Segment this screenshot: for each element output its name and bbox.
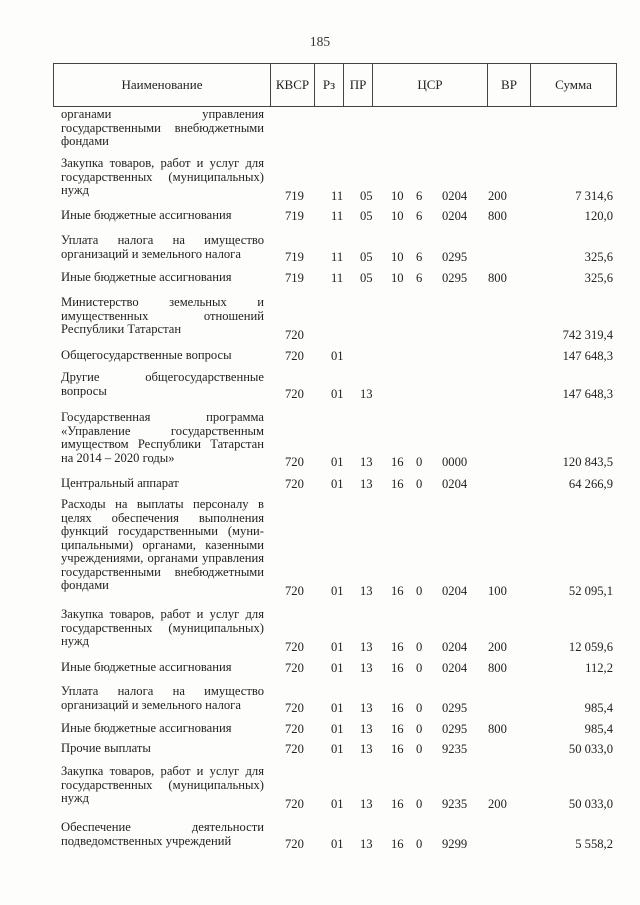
row-name: Закупка товаров, работ и услуг для государственных (муниципальных) нужд <box>61 156 264 197</box>
row-name: Общегосударственные вопросы <box>61 348 232 362</box>
row-csr-subprogram: 0 <box>416 836 423 851</box>
row-csr-program: 10 <box>391 249 404 264</box>
row-rz: 01 <box>331 721 344 736</box>
row-kvsr: 719 <box>285 208 304 223</box>
row-name: Центральный аппарат <box>61 476 179 490</box>
row-sum: 64 266,9 <box>568 476 613 491</box>
table-row <box>0 271 640 285</box>
row-csr-subprogram: 6 <box>416 249 423 264</box>
row-vr: 800 <box>488 208 507 223</box>
row-name: Иные бюджетные ассигнования <box>61 270 232 284</box>
row-pr: 05 <box>360 208 373 223</box>
row-rz: 01 <box>331 348 344 363</box>
row-csr-program: 10 <box>391 270 404 285</box>
row-csr-code: 9235 <box>442 796 468 811</box>
row-sum: 120 843,5 <box>562 454 613 469</box>
row-sum: 985,4 <box>584 700 613 715</box>
row-kvsr: 720 <box>285 639 304 654</box>
row-csr-subprogram: 0 <box>416 796 423 811</box>
row-name: Прочие выплаты <box>61 741 151 755</box>
row-sum: 325,6 <box>584 270 613 285</box>
row-csr-code: 9235 <box>442 741 468 756</box>
row-kvsr: 720 <box>285 454 304 469</box>
row-csr-subprogram: 0 <box>416 639 423 654</box>
row-rz: 01 <box>331 583 344 598</box>
row-sum: 50 033,0 <box>568 796 613 811</box>
row-kvsr: 720 <box>285 327 304 342</box>
row-name: Обеспечение деятельности подведомственных учреждений <box>61 820 264 848</box>
table-row <box>0 765 640 811</box>
table-row <box>0 209 640 223</box>
header-name: Наименование <box>54 64 271 107</box>
row-rz: 01 <box>331 741 344 756</box>
row-sum: 50 033,0 <box>568 741 613 756</box>
row-rz: 01 <box>331 639 344 654</box>
row-sum: 7 314,6 <box>575 188 613 203</box>
row-csr-code: 0204 <box>442 476 468 491</box>
row-name: Закупка товаров, работ и услуг для государственных (муниципальных) нужд <box>61 607 264 648</box>
table-body <box>0 108 640 851</box>
table-row <box>0 608 640 654</box>
row-vr: 200 <box>488 796 507 811</box>
row-rz: 01 <box>331 700 344 715</box>
row-kvsr: 720 <box>285 796 304 811</box>
row-name: Министерство земельных и имущественных отношений Республики Татарстан <box>61 295 264 336</box>
row-pr: 13 <box>360 454 373 469</box>
row-csr-program: 16 <box>391 454 404 469</box>
row-pr: 13 <box>360 700 373 715</box>
row-name: Иные бюджетные ассигнования <box>61 208 232 222</box>
row-kvsr: 720 <box>285 721 304 736</box>
row-csr-program: 16 <box>391 476 404 491</box>
row-csr-program: 10 <box>391 208 404 223</box>
row-csr-subprogram: 0 <box>416 700 423 715</box>
row-csr-subprogram: 0 <box>416 721 423 736</box>
row-name: Уплата налога на имущество организаций и земельного налога <box>61 684 264 712</box>
row-csr-program: 16 <box>391 700 404 715</box>
table-row <box>0 821 640 851</box>
row-name: Другие общегосударственные вопросы <box>61 370 264 398</box>
row-csr-code: 0295 <box>442 700 468 715</box>
row-vr: 800 <box>488 270 507 285</box>
header-csr: ЦСР <box>373 64 488 107</box>
row-rz: 01 <box>331 386 344 401</box>
row-pr: 13 <box>360 836 373 851</box>
row-csr-code: 0295 <box>442 721 468 736</box>
header-vr: ВР <box>488 64 531 107</box>
row-sum: 52 095,1 <box>568 583 613 598</box>
row-csr-code: 9299 <box>442 836 468 851</box>
row-kvsr: 720 <box>285 836 304 851</box>
table-row <box>0 296 640 342</box>
row-csr-code: 0204 <box>442 660 468 675</box>
row-csr-code: 0295 <box>442 249 468 264</box>
row-csr-program: 16 <box>391 721 404 736</box>
row-name: Закупка товаров, работ и услуг для государственных (муниципальных) нужд <box>61 764 264 805</box>
row-rz: 01 <box>331 476 344 491</box>
row-pr: 13 <box>360 660 373 675</box>
row-pr: 13 <box>360 796 373 811</box>
row-pr: 13 <box>360 741 373 756</box>
row-kvsr: 720 <box>285 348 304 363</box>
table-header <box>53 63 617 107</box>
row-csr-program: 16 <box>391 639 404 654</box>
header-pr: ПР <box>344 64 373 107</box>
row-kvsr: 720 <box>285 700 304 715</box>
row-kvsr: 719 <box>285 249 304 264</box>
row-vr: 800 <box>488 660 507 675</box>
table-row <box>0 411 640 469</box>
row-csr-code: 0204 <box>442 188 468 203</box>
row-name: Государственная программа «Управление государственным имуществом Республики Татарстан на 2014 – 2020 годы» <box>61 410 264 465</box>
header-sum: Сумма <box>531 64 617 107</box>
page-number: 185 <box>309 34 331 49</box>
row-csr-program: 16 <box>391 836 404 851</box>
row-vr: 800 <box>488 721 507 736</box>
row-sum: 147 648,3 <box>562 348 613 363</box>
table-row <box>0 498 640 598</box>
row-sum: 742 319,4 <box>562 327 613 342</box>
row-name: Уплата налога на имущество организаций и земельного налога <box>61 233 264 261</box>
row-name: Иные бюджетные ассигнования <box>61 660 232 674</box>
row-kvsr: 719 <box>285 188 304 203</box>
row-csr-subprogram: 0 <box>416 583 423 598</box>
row-csr-code: 0204 <box>442 208 468 223</box>
row-pr: 13 <box>360 476 373 491</box>
row-kvsr: 720 <box>285 583 304 598</box>
row-vr: 200 <box>488 639 507 654</box>
row-sum: 147 648,3 <box>562 386 613 401</box>
row-sum: 5 558,2 <box>575 836 613 851</box>
row-pr: 05 <box>360 188 373 203</box>
row-name: Иные бюджетные ассигнования <box>61 721 232 735</box>
row-sum: 112,2 <box>585 660 613 675</box>
row-pr: 13 <box>360 386 373 401</box>
row-csr-subprogram: 6 <box>416 208 423 223</box>
row-csr-code: 0000 <box>442 454 468 469</box>
row-csr-subprogram: 0 <box>416 454 423 469</box>
row-csr-subprogram: 6 <box>416 188 423 203</box>
row-rz: 01 <box>331 454 344 469</box>
row-csr-program: 16 <box>391 660 404 675</box>
row-name: Расходы на выплаты персоналу в целях обеспечения выполнения функций государственными (муни-ципальными) органами, казенными учреждениями, органами управления государственными внебюджетными фондами <box>61 497 264 592</box>
table-row <box>0 234 640 264</box>
row-csr-subprogram: 0 <box>416 741 423 756</box>
row-rz: 11 <box>331 208 344 223</box>
row-csr-code: 0295 <box>442 270 468 285</box>
row-csr-program: 16 <box>391 583 404 598</box>
row-sum: 325,6 <box>584 249 613 264</box>
row-csr-subprogram: 0 <box>416 660 423 675</box>
row-csr-code: 0204 <box>442 583 468 598</box>
row-rz: 11 <box>331 188 344 203</box>
row-csr-program: 16 <box>391 741 404 756</box>
row-pr: 05 <box>360 270 373 285</box>
table-row <box>0 108 640 151</box>
row-rz: 11 <box>331 249 344 264</box>
table-row <box>0 661 640 675</box>
row-rz: 01 <box>331 836 344 851</box>
header-rz: Рз <box>315 64 344 107</box>
row-kvsr: 720 <box>285 476 304 491</box>
row-csr-subprogram: 6 <box>416 270 423 285</box>
row-csr-program: 10 <box>391 188 404 203</box>
row-sum: 985,4 <box>584 721 613 736</box>
row-pr: 05 <box>360 249 373 264</box>
row-vr: 100 <box>488 583 507 598</box>
table-row <box>0 349 640 363</box>
row-rz: 01 <box>331 660 344 675</box>
row-pr: 13 <box>360 639 373 654</box>
row-pr: 13 <box>360 721 373 736</box>
row-kvsr: 720 <box>285 386 304 401</box>
row-sum: 12 059,6 <box>568 639 613 654</box>
row-sum: 120,0 <box>584 208 613 223</box>
row-csr-program: 16 <box>391 796 404 811</box>
table-row <box>0 157 640 203</box>
row-rz: 11 <box>331 270 344 285</box>
row-kvsr: 720 <box>285 741 304 756</box>
table-row <box>0 685 640 715</box>
table-row <box>0 371 640 401</box>
table-row <box>0 742 640 756</box>
row-rz: 01 <box>331 796 344 811</box>
row-name: органами управления государственными внебюджетными фондами <box>61 107 264 148</box>
row-csr-subprogram: 0 <box>416 476 423 491</box>
row-pr: 13 <box>360 583 373 598</box>
row-kvsr: 720 <box>285 660 304 675</box>
row-kvsr: 719 <box>285 270 304 285</box>
header-kvsr: КВСР <box>271 64 315 107</box>
table-row <box>0 477 640 491</box>
row-csr-code: 0204 <box>442 639 468 654</box>
row-vr: 200 <box>488 188 507 203</box>
table-row <box>0 722 640 736</box>
